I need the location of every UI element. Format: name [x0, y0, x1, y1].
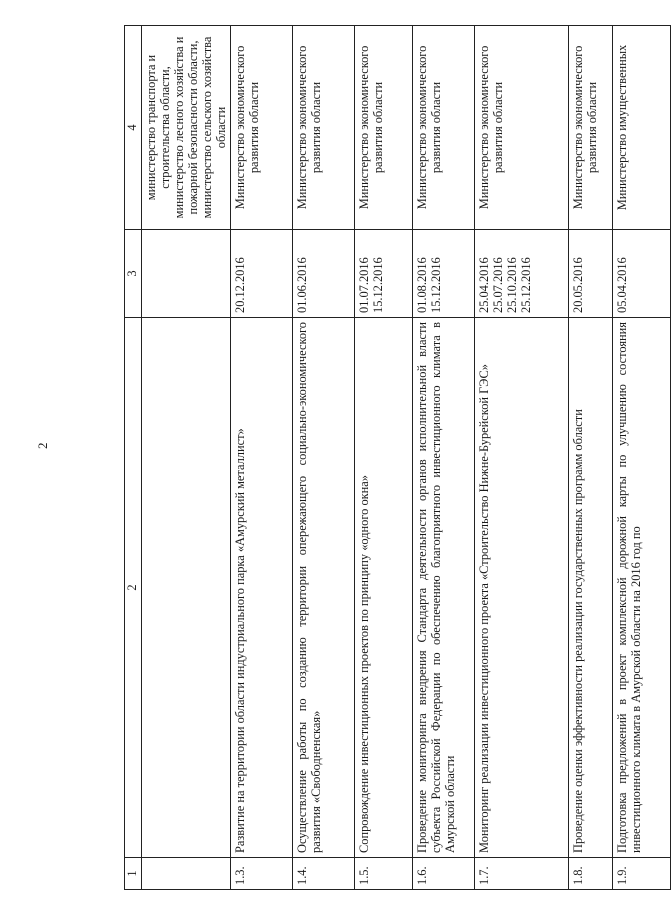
- table-row: [413, 26, 475, 890]
- responsible-party: Министерство экономического развития области: [355, 26, 413, 230]
- row-number: 1.9.: [613, 858, 671, 890]
- due-date: 01.06.2016: [293, 230, 355, 318]
- header-col-4: 4: [125, 26, 142, 230]
- task-description: Проведение оценки эффективности реализации государственных программ области: [569, 318, 613, 858]
- row-number: 1.3.: [231, 858, 293, 890]
- responsible-party: Министерство экономического развития области: [413, 26, 475, 230]
- header-col-2: 2: [125, 318, 142, 858]
- task-description: Развитие на территории области индустриального парка «Амурский металлист»: [231, 318, 293, 858]
- table-row: [355, 26, 413, 890]
- task-description: Сопровождение инвестиционных проектов по принципу «одного окна»: [355, 318, 413, 858]
- header-col-1: 1: [125, 858, 142, 890]
- due-date: 01.08.2016 15.12.2016: [413, 230, 475, 318]
- table-row: [569, 26, 613, 890]
- responsible-party: Министерство экономического развития области: [475, 26, 569, 230]
- rotated-table-container: [124, 26, 643, 890]
- responsible-party: Министерство экономического развития области: [569, 26, 613, 230]
- row-number: [142, 858, 231, 890]
- plan-table: [124, 25, 671, 890]
- table-header-row: [125, 26, 142, 890]
- row-number: 1.5.: [355, 858, 413, 890]
- row-number: 1.8.: [569, 858, 613, 890]
- responsible-party: Министерство экономического развития области: [293, 26, 355, 230]
- responsible-party: Министерство имущественных: [613, 26, 671, 230]
- row-number: 1.4.: [293, 858, 355, 890]
- due-date: 25.04.2016 25.07.2016 25.10.2016 25.12.2016: [475, 230, 569, 318]
- table-row: [142, 26, 231, 890]
- table-row: [231, 26, 293, 890]
- due-date: [142, 230, 231, 318]
- table-row: [613, 26, 671, 890]
- task-description: Проведение мониторинга внедрения Стандарта деятельности органов исполнительной власти субъекта Российской Федерации по обеспечению благоприятного инвестиционного климата в Амурской области: [413, 318, 475, 858]
- due-date: 05.04.2016: [613, 230, 671, 318]
- task-description: Подготовка предложений в проект комплексной дорожной карты по улучшению состояния инвестиционного климата в Амурской области на 2016 год по: [613, 318, 671, 858]
- page-number: 2: [35, 442, 50, 449]
- row-number: 1.6.: [413, 858, 475, 890]
- header-col-3: 3: [125, 230, 142, 318]
- responsible-party: Министерство экономического развития области: [231, 26, 293, 230]
- responsible-party: министерство транспорта и строительства области, министерство лесного хозяйства и пожарной безопасности области, министерство сельского хозяйства области: [142, 26, 231, 230]
- table-row: [475, 26, 569, 890]
- task-description: Осуществление работы по созданию территории опережающего социально-экономического развития «Свободненская»: [293, 318, 355, 858]
- task-description: [142, 318, 231, 858]
- due-date: 01.07.2016 15.12.2016: [355, 230, 413, 318]
- due-date: 20.12.2016: [231, 230, 293, 318]
- task-description: Мониторинг реализации инвестиционного проекта «Строительство Нижне-Бурейской ГЭС»: [475, 318, 569, 858]
- due-date: 20.05.2016: [569, 230, 613, 318]
- table-row: [293, 26, 355, 890]
- row-number: 1.7.: [475, 858, 569, 890]
